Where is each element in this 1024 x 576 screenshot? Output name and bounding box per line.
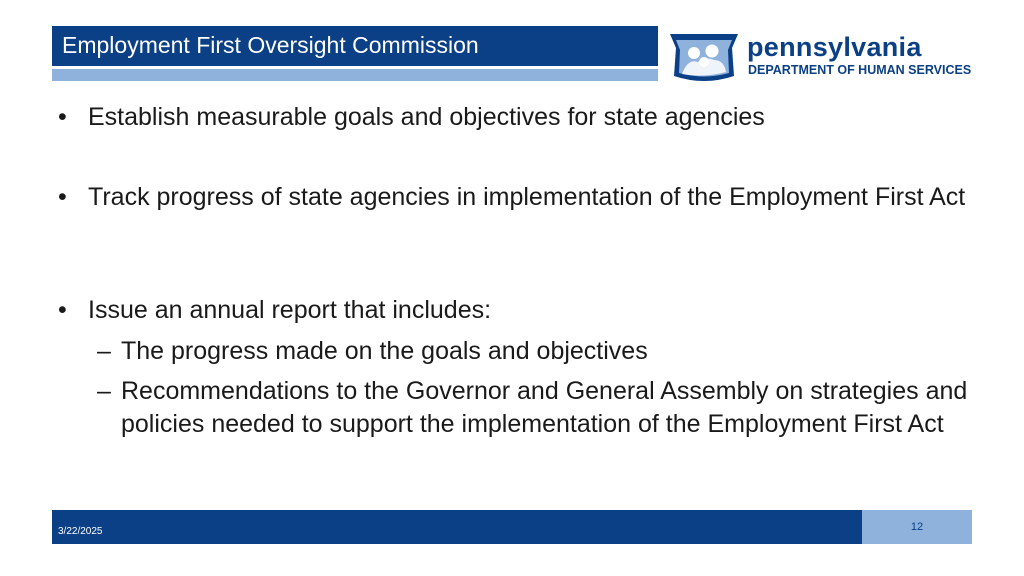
pa-dhs-logo	[668, 26, 1008, 84]
bullet-marker: •	[58, 296, 67, 324]
logo-department-text: DEPARTMENT OF HUMAN SERVICES	[748, 63, 972, 77]
bullet-item	[58, 181, 978, 214]
sub-bullet-text: The progress made on the goals and objectives	[121, 337, 648, 365]
sub-bullet-marker: –	[97, 337, 111, 365]
logo-brand-text: pennsylvania	[747, 32, 922, 62]
bullet-text: Issue an annual report that includes:	[88, 296, 492, 324]
slide-title: Employment First Oversight Commission	[62, 32, 479, 58]
bullet-text: Track progress of state agencies in implementation of the Employment First Act	[88, 183, 966, 211]
bullet-item	[58, 294, 978, 327]
footer-bar	[52, 510, 862, 544]
sub-bullet-item	[97, 375, 981, 441]
sub-bullet-text: Recommendations to the Governor and General Assembly on strategies and policies needed to support the implementation of the Employment First Act	[121, 377, 968, 438]
sub-bullet-item	[97, 335, 981, 368]
title-accent-stripe	[52, 69, 658, 81]
bullet-marker: •	[58, 183, 67, 211]
page-number-box	[862, 510, 972, 544]
keystone-family-icon	[668, 26, 740, 84]
footer-date: 3/22/2025	[58, 526, 103, 537]
sub-bullet-marker: –	[97, 377, 111, 405]
title-bar	[52, 26, 658, 66]
bullet-marker: •	[58, 103, 67, 131]
bullet-text: Establish measurable goals and objectives for state agencies	[88, 103, 765, 131]
page-number: 12	[910, 521, 924, 533]
bullet-item	[58, 101, 978, 134]
